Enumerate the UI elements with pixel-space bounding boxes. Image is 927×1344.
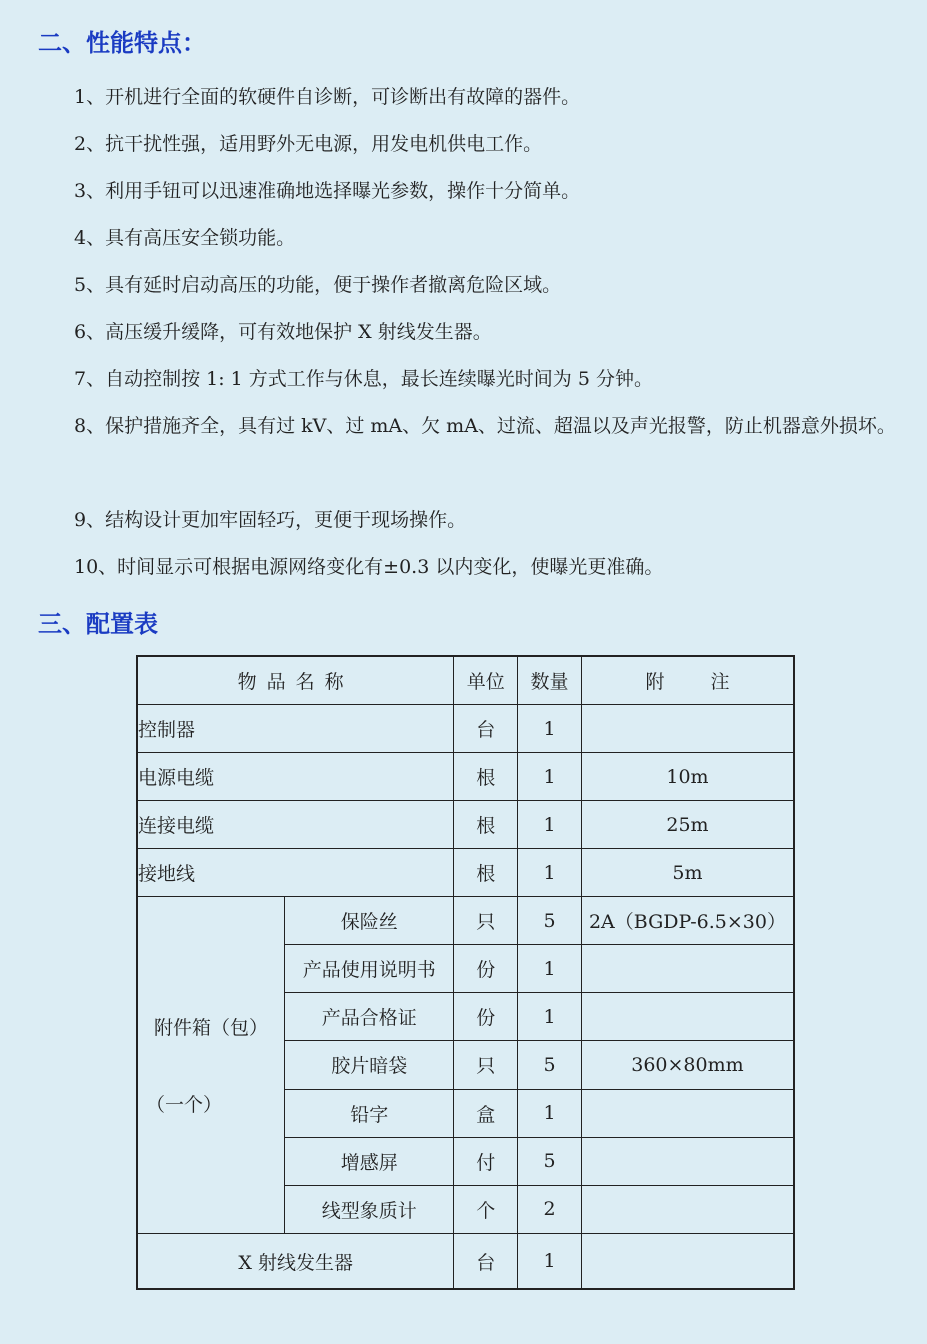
feature-item: 4、具有高压安全锁功能。 <box>74 227 296 249</box>
item-remark <box>581 1089 794 1137</box>
table-row <box>137 897 794 945</box>
item-name: 产品使用说明书 <box>285 945 454 993</box>
item-name: 控制器 <box>137 705 454 753</box>
accessory-box-count: （一个） <box>146 1094 223 1116</box>
item-remark <box>581 1137 794 1185</box>
item-remark: 10m <box>581 753 794 801</box>
item-unit: 只 <box>454 897 518 945</box>
item-unit: 个 <box>454 1185 518 1233</box>
feature-item: 1、开机进行全面的软硬件自诊断，可诊断出有故障的器件。 <box>74 86 581 108</box>
item-unit: 份 <box>454 993 518 1041</box>
item-qty: 5 <box>518 1137 582 1185</box>
item-unit: 根 <box>454 753 518 801</box>
item-name: 保险丝 <box>285 897 454 945</box>
feature-item: 3、利用手钮可以迅速准确地选择曝光参数，操作十分简单。 <box>74 180 581 202</box>
header-unit: 单位 <box>454 656 518 705</box>
item-remark <box>581 1234 794 1290</box>
item-remark: 5m <box>581 849 794 897</box>
header-qty: 数量 <box>518 656 582 705</box>
item-remark <box>581 1185 794 1233</box>
item-name: 产品合格证 <box>285 993 454 1041</box>
item-qty: 1 <box>518 945 582 993</box>
item-unit: 根 <box>454 801 518 849</box>
item-unit: 盒 <box>454 1089 518 1137</box>
feature-item: 10、时间显示可根据电源网络变化有±0.3 以内变化，使曝光更准确。 <box>74 556 664 578</box>
item-remark: 25m <box>581 801 794 849</box>
item-qty: 2 <box>518 1185 582 1233</box>
item-unit: 根 <box>454 849 518 897</box>
section-title-config: 三、配置表 <box>38 610 158 638</box>
item-remark <box>581 945 794 993</box>
item-remark: 360×80mm <box>581 1041 794 1089</box>
item-unit: 份 <box>454 945 518 993</box>
table-header-row <box>137 656 794 705</box>
item-qty: 1 <box>518 801 582 849</box>
item-qty: 1 <box>518 1234 582 1290</box>
item-unit: 只 <box>454 1041 518 1089</box>
config-table <box>136 655 795 1290</box>
accessory-box-cell <box>137 897 285 1234</box>
table-row <box>137 1234 794 1290</box>
item-unit: 付 <box>454 1137 518 1185</box>
item-qty: 1 <box>518 753 582 801</box>
item-qty: 1 <box>518 849 582 897</box>
table-row <box>137 801 794 849</box>
item-remark <box>581 705 794 753</box>
table-row <box>137 849 794 897</box>
section-title-features: 二、性能特点： <box>38 29 206 57</box>
item-qty: 1 <box>518 705 582 753</box>
feature-item: 9、结构设计更加牢固轻巧，更便于现场操作。 <box>74 509 467 531</box>
item-name: X 射线发生器 <box>137 1234 454 1290</box>
item-remark: 2A（BGDP-6.5×30） <box>581 897 794 945</box>
table-row <box>137 705 794 753</box>
item-name: 铅字 <box>285 1089 454 1137</box>
item-name: 电源电缆 <box>137 753 454 801</box>
accessory-box-label: 附件箱（包） <box>154 1017 269 1039</box>
feature-item: 6、高压缓升缓降，可有效地保护 X 射线发生器。 <box>74 321 492 343</box>
table-row <box>137 753 794 801</box>
header-name: 物品名称 <box>137 656 454 705</box>
item-name: 胶片暗袋 <box>285 1041 454 1089</box>
item-remark <box>581 993 794 1041</box>
feature-item: 8、保护措施齐全，具有过 kV、过 mA、欠 mA、过流、超温以及声光报警，防止机器意外损坏。 <box>74 415 896 437</box>
item-unit: 台 <box>454 705 518 753</box>
item-name: 增感屏 <box>285 1137 454 1185</box>
feature-item: 5、具有延时启动高压的功能，便于操作者撤离危险区域。 <box>74 274 562 296</box>
item-qty: 5 <box>518 1041 582 1089</box>
item-name: 线型象质计 <box>285 1185 454 1233</box>
feature-item: 2、抗干扰性强，适用野外无电源，用发电机供电工作。 <box>74 133 543 155</box>
item-name: 接地线 <box>137 849 454 897</box>
feature-item: 7、自动控制按 1: 1 方式工作与休息，最长连续曝光时间为 5 分钟。 <box>74 368 653 390</box>
item-unit: 台 <box>454 1234 518 1290</box>
header-remark: 附 注 <box>581 656 794 705</box>
item-qty: 1 <box>518 993 582 1041</box>
item-name: 连接电缆 <box>137 801 454 849</box>
item-qty: 1 <box>518 1089 582 1137</box>
item-qty: 5 <box>518 897 582 945</box>
